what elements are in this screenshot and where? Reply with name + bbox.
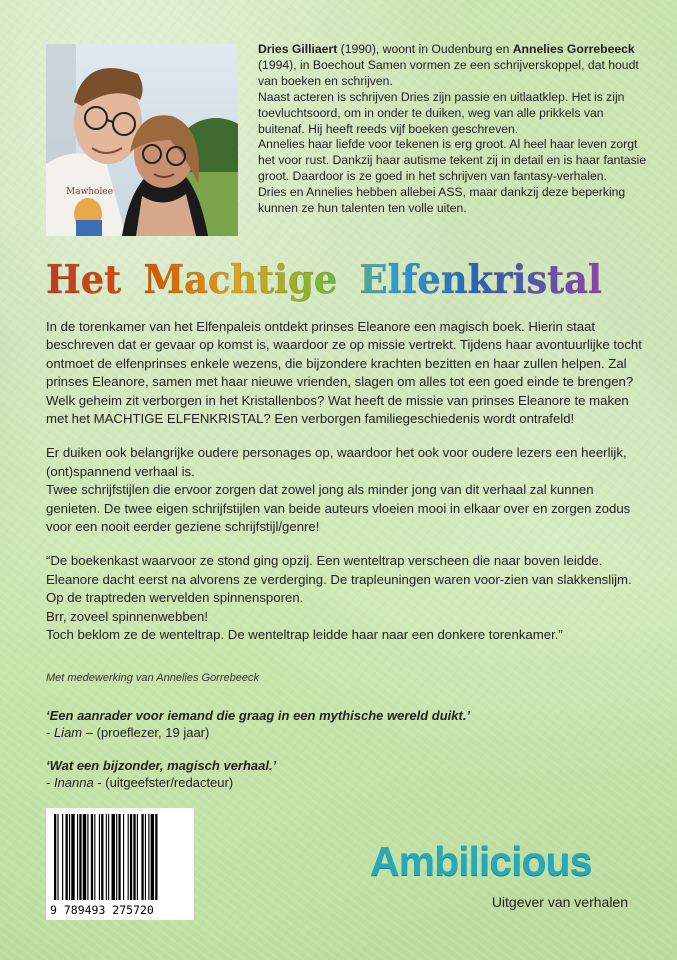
bio-intro: Dries Gilliaert (1990), woont in Oudenburg en Annelies Gorrebeeck (1994), in Boechout Samen vormen ze een schrijverskoppel, dat houdt van boeken en schrijven.	[258, 42, 639, 88]
blurb-paragraph-1: In de torenkamer van het Elfenpaleis ontdekt prinses Eleanore een magisch boek. Hierin staat beschreven dat er gevaar op komst is, waardoor ze op missie vertrekt. Tijdens haar avontuurlijke tocht ontmoet de elfenprinses enkele wezens, die bijzondere krachten bezitten en haar zullen helpen. Zal prinses Eleanore, samen met haar nieuwe vrienden, slagen om alles tot een goed einde te brengen? Welk geheim zit verborgen in het Kristallenbos? Wat heeft de missie van prinses Eleanore te maken met het MACHTIGE ELFENKRISTAL? Een verborgen familiegeschiedenis wordt ontrafeld!	[46, 319, 642, 427]
bio-annelies: Annelies haar liefde voor tekenen is erg groot. Al heel haar leven zorgt het voor rust. Dankzij haar autisme tekent zij in detail en is haar fantasie groot. Daardoor is ze goed in het schrijven van fantasy-verhalen.	[258, 137, 647, 184]
review-quote-2	[46, 757, 276, 791]
title-word-1: Het	[46, 257, 126, 303]
author-photo	[46, 44, 238, 236]
publisher-tagline: Uitgever van verhalen	[491, 894, 628, 910]
blurb	[46, 318, 646, 661]
credit-line: Met medewerking van Annelies Gorrebeeck	[46, 672, 259, 684]
barcode-bars	[54, 814, 158, 900]
quote-attribution: - Inanna - (uitgeefster/redacteur)	[46, 775, 234, 790]
isbn-barcode	[46, 808, 194, 920]
excerpt: “De boekenkast waarvoor ze stond ging opzij. Een wenteltrap verscheen die naar boven leidde. Eleanore dacht eerst na alvorens ze verderging. De trapleuningen waren voor-zien van slakkenslijm. Op de traptreden wervelden spinnensporen. Brr, zoveel spinnenwebben! Toch beklom ze de wenteltrap. De wenteltrap leidde haar naar een donkere torenkamer.”	[46, 553, 632, 643]
blurb-paragraph-2: Er duiken ook belangrijke oudere personages op, waardoor het ook voor oudere lezers een heerlijk, (ont)spannend verhaal is. Twee schrijfstijlen die ervoor zorgen dat zowel jong als minder jong van dit verhaal zal kunnen genieten. De twee eigen schrijfstijlen van beide auteurs vloeien mooi in elkaar over en zorgen zodus voor een nooit eerder geziene schrijfstijl/genre!	[46, 445, 631, 535]
review-quote-1	[46, 707, 470, 741]
publisher-logo	[370, 838, 632, 920]
author-bio	[258, 42, 648, 217]
quote-text: ‘Wat een bijzonder, magisch verhaal.’	[46, 758, 277, 773]
title-word-3: Elfenkristal	[359, 257, 617, 303]
publisher-name: Ambilicious	[370, 838, 592, 884]
quote-text: ‘Een aanrader voor iemand die graag in een mythische wereld duikt.’	[46, 708, 471, 723]
title-word-2: Machtige	[143, 257, 349, 303]
bio-dries: Naast acteren is schrijven Dries zijn passie en uitlaatklep. Het is zijn toevluchtsoord, om in onder te duiken, weg van alle prikkels van buitenaf. Hij heeft reeds vijf boeken geschreven.	[258, 89, 625, 136]
author-name-dries: Dries Gilliaert	[258, 42, 338, 56]
svg-text:Het Machtige Elfen	[46, 257, 617, 303]
author-name-annelies: Annelies Gorrebeeck	[512, 42, 635, 56]
book-title	[46, 253, 646, 305]
shirt-text: Mawholee	[66, 187, 114, 197]
isbn-digits: 9 789493 275720	[50, 903, 154, 917]
bio-both: Dries en Annelies hebben allebei ASS, maar dankzij deze beperking kunnen ze hun talenten ten volle uiten.	[258, 185, 626, 216]
quote-attribution: - Liam – (proeflezer, 19 jaar)	[46, 725, 210, 740]
